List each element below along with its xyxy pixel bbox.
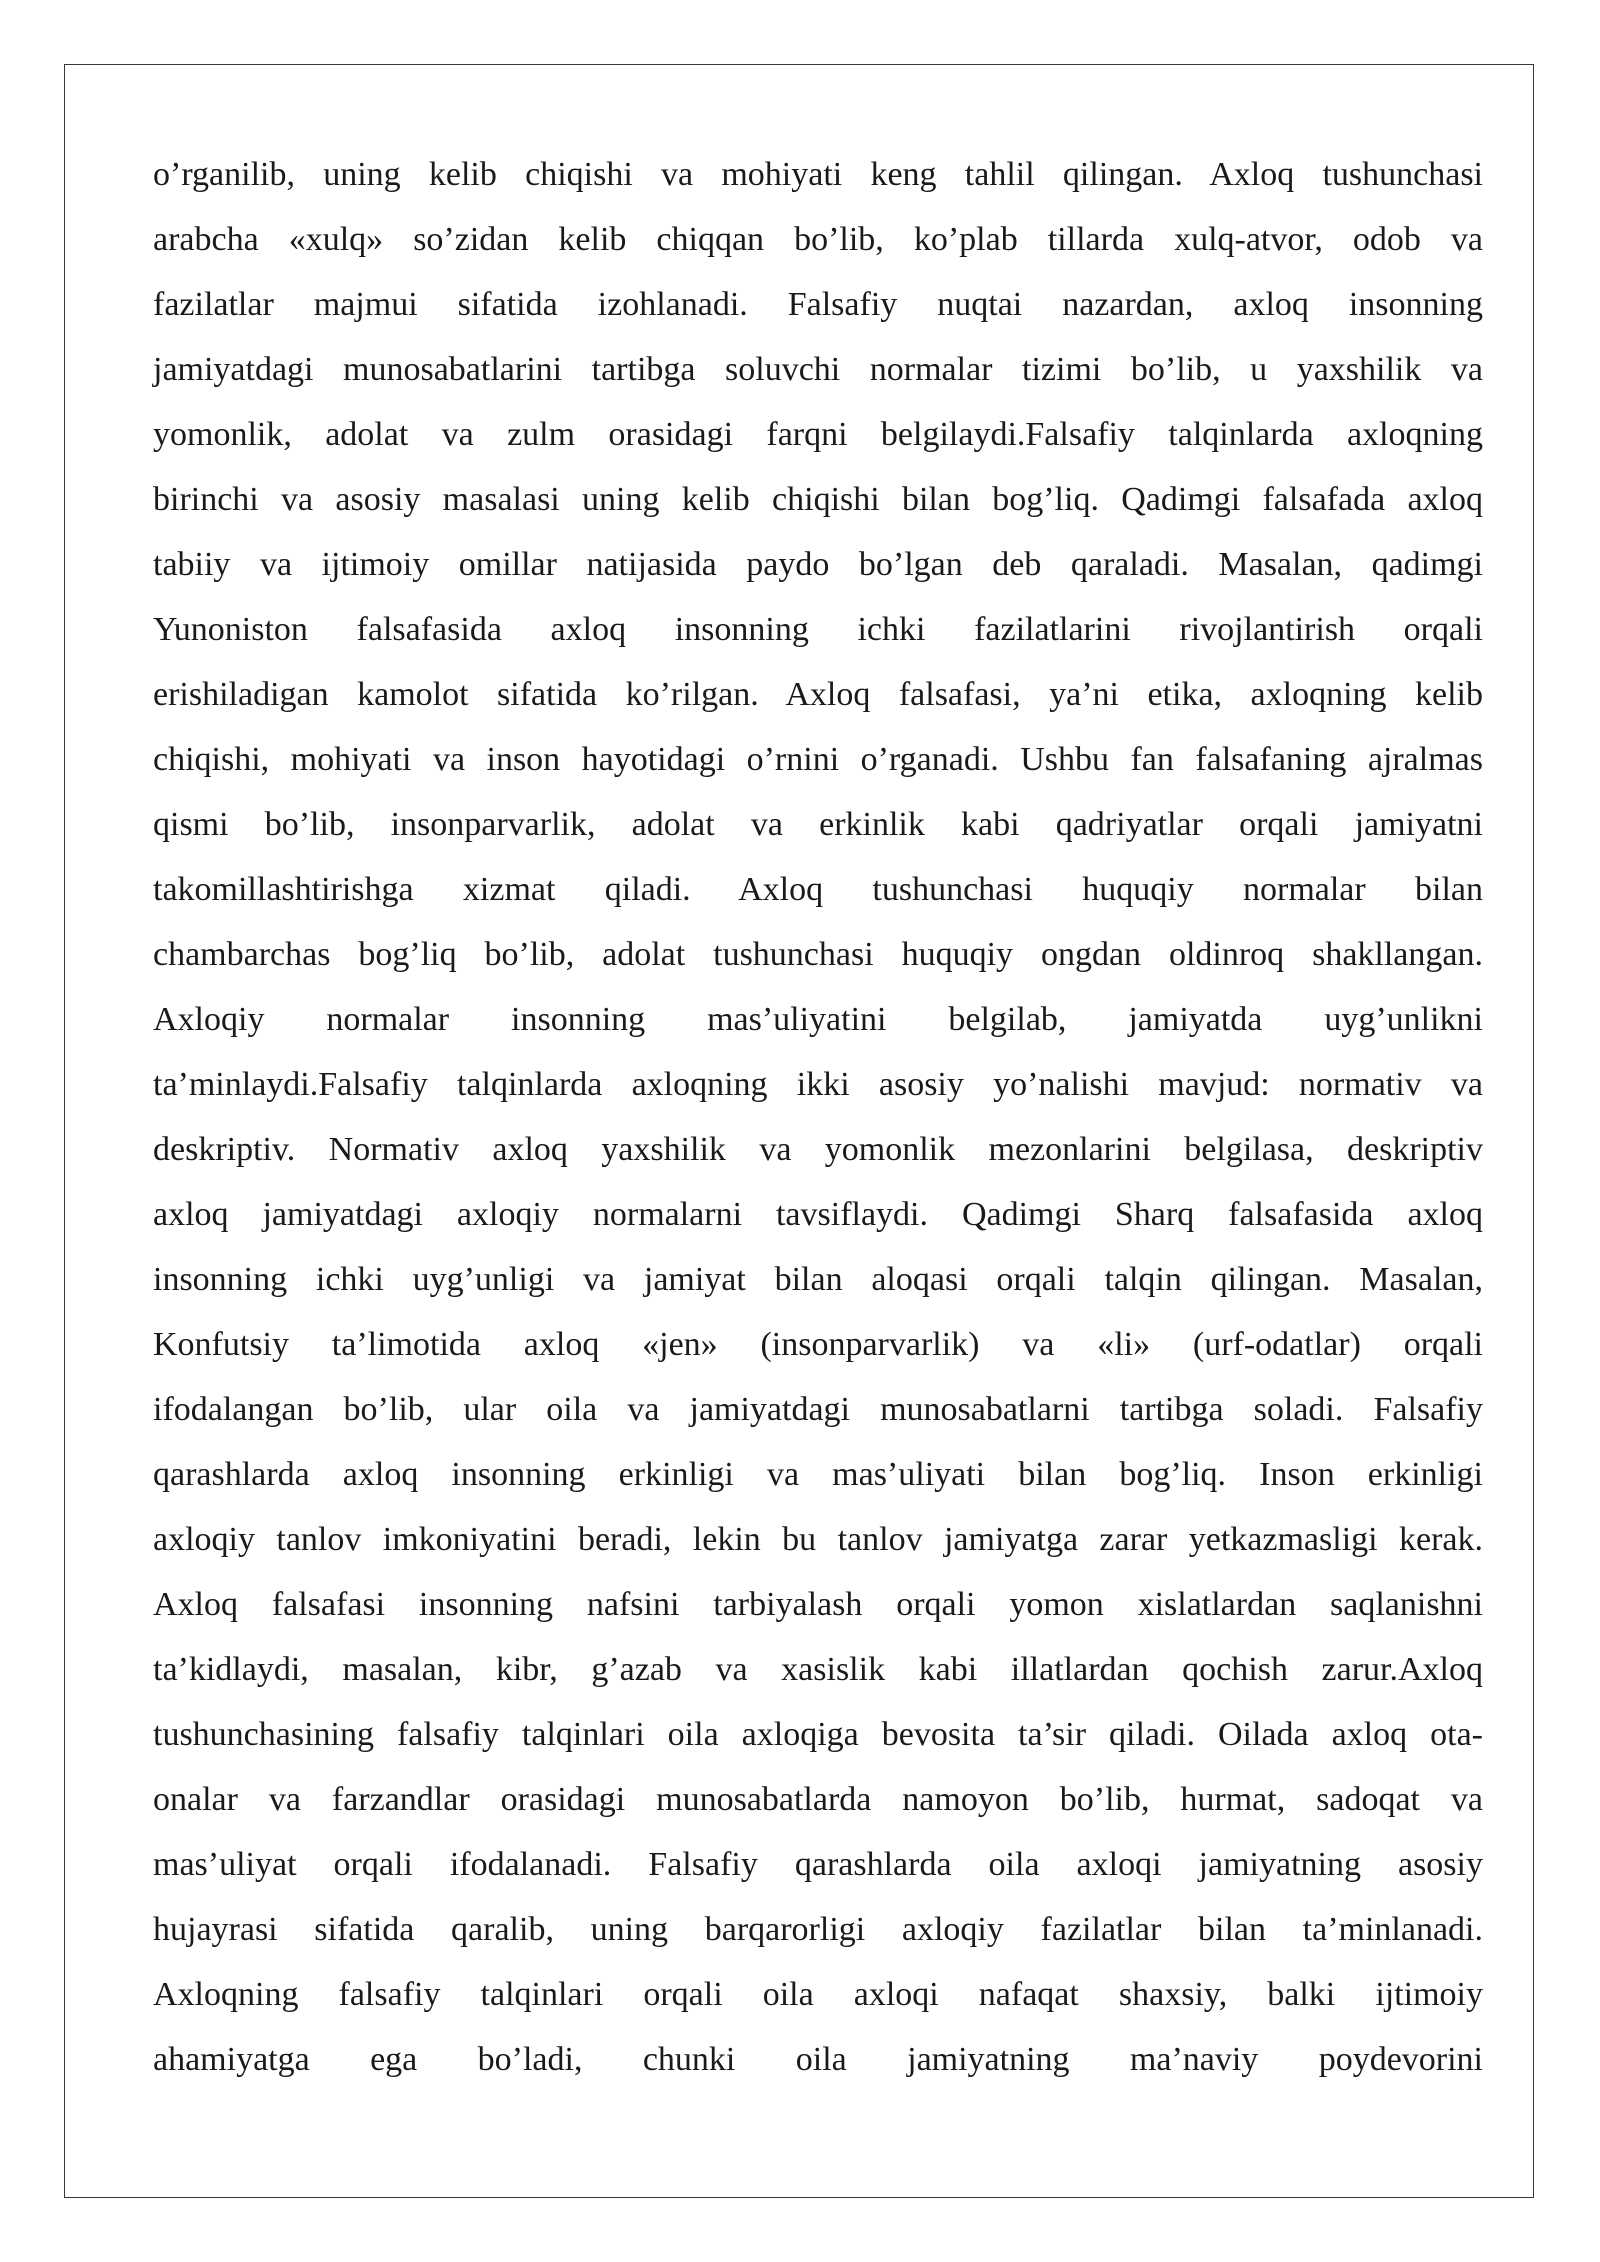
text-line: Yunoniston falsafasida axloq insonning ichki fazilatlarini rivojlantirish orqali — [153, 611, 1483, 648]
text-line: insonning ichki uyg’unligi va jamiyat bilan aloqasi orqali talqin qilingan. Masalan, — [153, 1261, 1483, 1298]
text-line: qismi bo’lib, insonparvarlik, adolat va erkinlik kabi qadriyatlar orqali jamiyatni — [153, 806, 1483, 843]
text-line: axloqiy tanlov imkoniyatini beradi, lekin bu tanlov jamiyatga zarar yetkazmasligi kerak. — [153, 1521, 1483, 1558]
text-line: mas’uliyat orqali ifodalanadi. Falsafiy qarashlarda oila axloqi jamiyatning asosiy — [153, 1846, 1483, 1883]
text-line: jamiyatdagi munosabatlarini tartibga soluvchi normalar tizimi bo’lib, u yaxshilik va — [153, 351, 1483, 388]
text-line: yomonlik, adolat va zulm orasidagi farqni belgilaydi.Falsafiy talqinlarda axloqning — [153, 416, 1483, 453]
text-line: fazilatlar majmui sifatida izohlanadi. Falsafiy nuqtai nazardan, axloq insonning — [153, 286, 1483, 323]
text-line: tabiiy va ijtimoiy omillar natijasida paydo bo’lgan deb qaraladi. Masalan, qadimgi — [153, 546, 1483, 583]
text-line: Konfutsiy ta’limotida axloq «jen» (insonparvarlik) va «li» (urf-odatlar) orqali — [153, 1326, 1483, 1363]
text-line: ifodalangan bo’lib, ular oila va jamiyatdagi munosabatlarni tartibga soladi. Falsafiy — [153, 1391, 1483, 1428]
text-line: tushunchasining falsafiy talqinlari oila axloqiga bevosita ta’sir qiladi. Oilada axloq ota- — [153, 1716, 1483, 1753]
text-line: qarashlarda axloq insonning erkinligi va mas’uliyati bilan bog’liq. Inson erkinligi — [153, 1456, 1483, 1493]
text-line: Axloq falsafasi insonning nafsini tarbiyalash orqali yomon xislatlardan saqlanishni — [153, 1586, 1483, 1623]
text-line: Axloqning falsafiy talqinlari orqali oila axloqi nafaqat shaxsiy, balki ijtimoiy — [153, 1976, 1483, 2013]
text-line: arabcha «xulq» so’zidan kelib chiqqan bo’lib, ko’plab tillarda xulq-atvor, odob va — [153, 221, 1483, 258]
text-line: chambarchas bog’liq bo’lib, adolat tushunchasi huquqiy ongdan oldinroq shakllangan. — [153, 936, 1483, 973]
text-line: erishiladigan kamolot sifatida ko’rilgan. Axloq falsafasi, ya’ni etika, axloqning kelib — [153, 676, 1483, 713]
text-line: ahamiyatga ega bo’ladi, chunki oila jamiyatning ma’naviy poydevorini — [153, 2041, 1483, 2078]
text-line: birinchi va asosiy masalasi uning kelib chiqishi bilan bog’liq. Qadimgi falsafada axloq — [153, 481, 1483, 518]
text-line: takomillashtirishga xizmat qiladi. Axloq tushunchasi huquqiy normalar bilan — [153, 871, 1483, 908]
text-line: Axloqiy normalar insonning mas’uliyatini belgilab, jamiyatda uyg’unlikni — [153, 1001, 1483, 1038]
text-line: ta’minlaydi.Falsafiy talqinlarda axloqning ikki asosiy yo’nalishi mavjud: normativ va — [153, 1066, 1483, 1103]
text-line: axloq jamiyatdagi axloqiy normalarni tavsiflaydi. Qadimgi Sharq falsafasida axloq — [153, 1196, 1483, 1233]
text-line: chiqishi, mohiyati va inson hayotidagi o’rnini o’rganadi. Ushbu fan falsafaning ajralmas — [153, 741, 1483, 778]
text-line: ta’kidlaydi, masalan, kibr, g’azab va xasislik kabi illatlardan qochish zarur.Axloq — [153, 1651, 1483, 1688]
text-line: hujayrasi sifatida qaralib, uning barqarorligi axloqiy fazilatlar bilan ta’minlanadi. — [153, 1911, 1483, 1948]
text-line: onalar va farzandlar orasidagi munosabatlarda namoyon bo’lib, hurmat, sadoqat va — [153, 1781, 1483, 1818]
text-line: deskriptiv. Normativ axloq yaxshilik va yomonlik mezonlarini belgilasa, deskriptiv — [153, 1131, 1483, 1168]
body-text — [153, 152, 1483, 2102]
text-line: o’rganilib, uning kelib chiqishi va mohiyati keng tahlil qilingan. Axloq tushunchasi — [153, 156, 1483, 193]
